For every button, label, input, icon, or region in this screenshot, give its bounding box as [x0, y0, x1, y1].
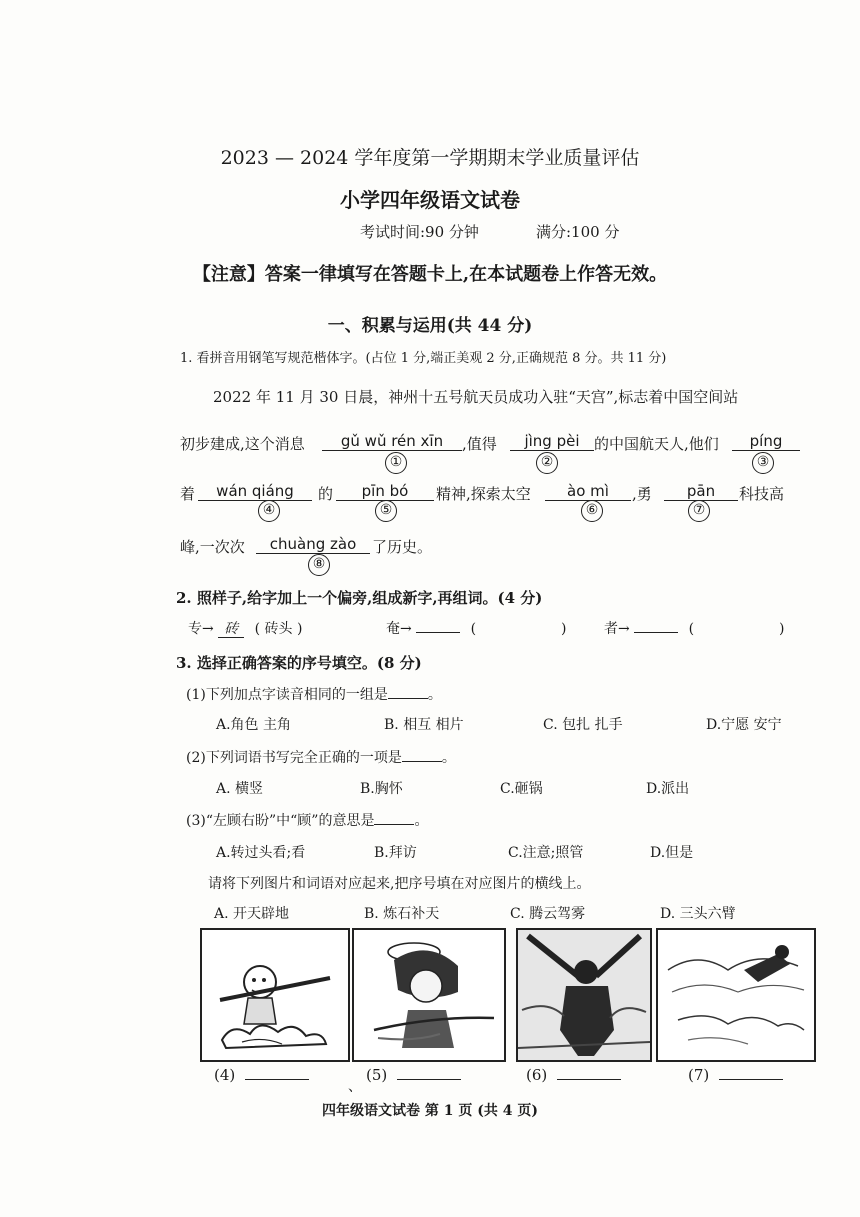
- q3-sub-4-option-c: C. 腾云驾雾: [510, 906, 586, 922]
- picture-caption-7: [688, 1066, 783, 1084]
- q2-item-1-close: ): [561, 621, 567, 637]
- q3-sub-1-option-a: A.角色 主角: [216, 717, 292, 733]
- monkey-king-on-cloud-icon: [202, 930, 348, 1060]
- q2-item-2: [604, 618, 784, 638]
- q3-sub-4-option-b: B. 炼石补天: [364, 906, 440, 922]
- q3-sub-1-text: (1)下列加点字读音相同的一组是: [186, 687, 388, 703]
- q2-item-1-blank[interactable]: [416, 632, 460, 633]
- caption-separator: 、: [348, 1079, 362, 1095]
- q3-sub-3-blank[interactable]: [374, 810, 414, 825]
- q1-text-line-4a: 峰,一次次: [180, 538, 245, 556]
- q3-sub-3-option-a: A.转过头看;看: [216, 845, 306, 861]
- q1-text-line-3d: ,勇: [632, 485, 652, 503]
- q3-sub-2-end: 。: [441, 750, 456, 766]
- q1-text-line-2b: ,值得: [462, 435, 497, 453]
- q1-text-line-3c: 精神,探索太空: [436, 485, 531, 503]
- picture-nezha: [352, 928, 506, 1062]
- q2-item-2-open: (: [688, 621, 695, 637]
- q1-text-line-1: 2022 年 11 月 30 日晨，神州十五号航天员成功入驻“天宫”,标志着中国空间站: [213, 388, 739, 406]
- picture-monkey-king: [200, 928, 350, 1062]
- caption-4-label: (4): [214, 1066, 236, 1084]
- question-2-prompt: 2. 照样子,给字加上一个偏旁,组成新字,再组词。(4 分): [176, 589, 543, 607]
- q3-sub-4-option-d: D. 三头六臂: [660, 906, 736, 922]
- caption-4-blank[interactable]: [245, 1079, 309, 1080]
- q1-text-line-3a: 着: [180, 485, 196, 503]
- pinyin-blank-7[interactable]: pān: [664, 482, 738, 501]
- q3-sub-1-option-d: D.宁愿 安宁: [706, 717, 782, 733]
- giant-figure-icon: [518, 930, 650, 1060]
- q1-text-line-3b: 的: [318, 485, 334, 503]
- q3-sub-1-end: 。: [427, 687, 442, 703]
- q3-sub-1-option-b: B. 相互 相片: [384, 717, 464, 733]
- blank-number-6: ⑥: [581, 500, 603, 522]
- q2-item-2-base: 者→: [604, 621, 630, 637]
- blank-number-3: ③: [752, 452, 774, 474]
- q2-example-base: 专→: [188, 621, 214, 637]
- exam-time: 考试时间:90 分钟: [360, 223, 479, 241]
- q3-sub-3-option-b: B.拜访: [374, 845, 417, 861]
- q3-sub-3: [186, 810, 428, 830]
- question-1-prompt: 1. 看拼音用钢笔写规范楷体字。(占位 1 分,端正美观 2 分,正确规范 8 分。共 11 分): [180, 351, 667, 366]
- blank-number-2: ②: [536, 452, 558, 474]
- blank-number-8: ⑧: [308, 554, 330, 576]
- exam-subtitle: 小学四年级语文试卷: [340, 188, 520, 212]
- caption-5-label: (5): [366, 1066, 388, 1084]
- q1-text-line-2a: 初步建成,这个消息: [180, 435, 305, 453]
- caption-7-blank[interactable]: [719, 1079, 783, 1080]
- q3-sub-2: [186, 747, 456, 767]
- picture-caption-6: [526, 1066, 621, 1084]
- q1-text-line-3e: 科技高: [739, 485, 785, 503]
- q3-sub-3-option-d: D.但是: [650, 845, 694, 861]
- q3-sub-3-text: (3)“左顾右盼”中“顾”的意思是: [186, 813, 375, 829]
- page-footer: 四年级语文试卷 第 1 页 (共 4 页): [322, 1103, 538, 1119]
- pinyin-blank-6[interactable]: ào mì: [545, 482, 631, 501]
- pinyin-blank-8[interactable]: chuàng zào: [256, 535, 370, 554]
- blank-number-7: ⑦: [688, 500, 710, 522]
- q3-sub-1: [186, 684, 442, 704]
- q3-sub-1-option-c: C. 包扎 扎手: [543, 717, 623, 733]
- q2-item-2-close: ): [779, 621, 785, 637]
- q2-item-1: [386, 618, 566, 638]
- q3-sub-2-text: (2)下列词语书写完全正确的一项是: [186, 750, 402, 766]
- picture-giant: [516, 928, 652, 1062]
- q3-sub-2-option-a: A. 横竖: [216, 781, 264, 797]
- q3-sub-2-option-b: B.胸怀: [360, 781, 403, 797]
- q2-example: [188, 618, 302, 638]
- flying-figure-icon: [658, 930, 814, 1060]
- nezha-figure-icon: [354, 930, 504, 1060]
- pinyin-blank-1[interactable]: gǔ wǔ rén xīn: [322, 432, 462, 451]
- blank-number-5: ⑤: [375, 500, 397, 522]
- q3-sub-1-blank[interactable]: [388, 684, 428, 699]
- blank-number-4: ④: [258, 500, 280, 522]
- pinyin-blank-3[interactable]: píng: [732, 432, 800, 451]
- exam-title: 2023 — 2024 学年度第一学期期末学业质量评估: [220, 147, 640, 169]
- q3-sub-2-option-d: D.派出: [646, 781, 690, 797]
- question-3-prompt: 3. 选择正确答案的序号填空。(8 分): [176, 654, 422, 672]
- q2-item-1-base: 奄→: [386, 621, 412, 637]
- q3-sub-4-text: 请将下列图片和词语对应起来,把序号填在对应图片的横线上。: [208, 876, 591, 892]
- pinyin-blank-5[interactable]: pīn bó: [336, 482, 434, 501]
- q1-text-line-4b: 了历史。: [372, 538, 433, 556]
- picture-caption-4: [214, 1066, 309, 1084]
- q3-sub-4-option-a: A. 开天辟地: [214, 906, 290, 922]
- q2-item-1-open: (: [470, 621, 477, 637]
- caption-7-label: (7): [688, 1066, 710, 1084]
- q2-example-word: ( 砖头 ): [254, 621, 303, 637]
- pinyin-blank-2[interactable]: jìng pèi: [510, 432, 594, 451]
- pinyin-blank-4[interactable]: wán qiáng: [198, 482, 312, 501]
- q3-sub-2-option-c: C.砸锅: [500, 781, 543, 797]
- picture-flying-figure: [656, 928, 816, 1062]
- picture-caption-5: [366, 1066, 461, 1084]
- section-title: 一、积累与运用(共 44 分): [327, 316, 533, 336]
- caption-5-blank[interactable]: [397, 1079, 461, 1080]
- q2-example-char: 砖: [218, 621, 244, 638]
- q3-sub-3-option-c: C.注意;照管: [508, 845, 584, 861]
- q3-sub-3-end: 。: [414, 813, 429, 829]
- q3-sub-2-blank[interactable]: [402, 747, 442, 762]
- caption-6-blank[interactable]: [557, 1079, 621, 1080]
- notice: 【注意】答案一律填写在答题卡上,在本试题卷上作答无效。: [192, 264, 668, 285]
- full-score: 满分:100 分: [536, 223, 620, 241]
- caption-6-label: (6): [526, 1066, 548, 1084]
- blank-number-1: ①: [385, 452, 407, 474]
- q2-item-2-blank[interactable]: [634, 632, 678, 633]
- q1-text-line-2c: 的中国航天人,他们: [594, 435, 719, 453]
